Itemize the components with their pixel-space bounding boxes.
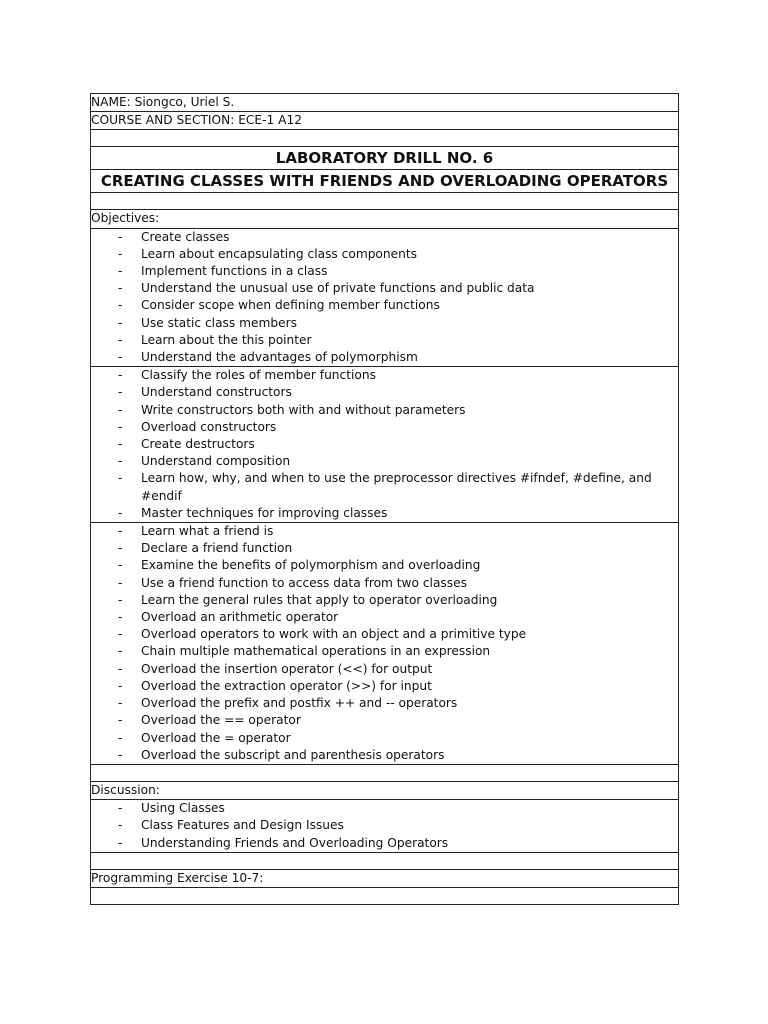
lab-drill-sheet xyxy=(90,93,679,905)
objectives-group-2 xyxy=(91,367,679,523)
objectives-list-2 xyxy=(91,367,678,522)
list-item: - Overload constructors xyxy=(91,419,654,436)
discussion-group xyxy=(91,800,679,853)
drill-number-title: LABORATORY DRILL NO. 6 xyxy=(91,147,679,170)
objectives-group-1 xyxy=(91,228,679,367)
list-item: - Create destructors xyxy=(91,436,654,453)
list-item: - Learn the general rules that apply to operator overloading xyxy=(91,592,654,609)
objectives-list-1 xyxy=(91,229,678,367)
discussion-label: Discussion: xyxy=(91,781,679,799)
list-item: - Understand composition xyxy=(91,453,654,470)
objectives-group-3 xyxy=(91,523,679,765)
blank-row xyxy=(91,764,679,781)
course-section-field: COURSE AND SECTION: ECE-1 A12 xyxy=(91,112,679,130)
list-item: - Overload the == operator xyxy=(91,712,654,729)
list-item: - Understanding Friends and Overloading Operators xyxy=(91,835,654,852)
discussion-list xyxy=(91,800,678,852)
drill-subject-title: CREATING CLASSES WITH FRIENDS AND OVERLOADING OPERATORS xyxy=(91,170,679,193)
list-item: - Class Features and Design Issues xyxy=(91,817,654,834)
list-item: - Create classes xyxy=(91,229,654,246)
list-item: - Understand the unusual use of private functions and public data xyxy=(91,280,654,297)
list-item: - Use static class members xyxy=(91,315,654,332)
list-item: - Understand constructors xyxy=(91,384,654,401)
list-item: - Chain multiple mathematical operations in an expression xyxy=(91,643,654,660)
name-field: NAME: Siongco, Uriel S. xyxy=(91,94,679,112)
blank-row xyxy=(91,193,679,210)
list-item: - Overload the insertion operator (<<) for output xyxy=(91,661,654,678)
list-item: - Learn how, why, and when to use the preprocessor directives #ifndef, #define, and #endif xyxy=(91,470,654,504)
list-item: - Use a friend function to access data from two classes xyxy=(91,575,654,592)
objectives-list-3 xyxy=(91,523,678,764)
list-item: - Examine the benefits of polymorphism and overloading xyxy=(91,557,654,574)
list-item: - Master techniques for improving classes xyxy=(91,505,654,522)
objectives-label: Objectives: xyxy=(91,210,679,228)
list-item: - Learn about encapsulating class components xyxy=(91,246,654,263)
list-item: - Understand the advantages of polymorphism xyxy=(91,349,654,366)
list-item: - Overload the extraction operator (>>) for input xyxy=(91,678,654,695)
list-item: - Implement functions in a class xyxy=(91,263,654,280)
list-item: - Overload operators to work with an object and a primitive type xyxy=(91,626,654,643)
list-item: - Write constructors both with and without parameters xyxy=(91,402,654,419)
list-item: - Overload the = operator xyxy=(91,730,654,747)
list-item: - Declare a friend function xyxy=(91,540,654,557)
blank-row xyxy=(91,852,679,869)
list-item: - Classify the roles of member functions xyxy=(91,367,654,384)
list-item: - Consider scope when defining member functions xyxy=(91,297,654,314)
blank-row xyxy=(91,887,679,904)
list-item: - Overload an arithmetic operator xyxy=(91,609,654,626)
list-item: - Overload the subscript and parenthesis operators xyxy=(91,747,654,764)
list-item: - Learn about the this pointer xyxy=(91,332,654,349)
list-item: - Learn what a friend is xyxy=(91,523,654,540)
list-item: - Overload the prefix and postfix ++ and -- operators xyxy=(91,695,654,712)
blank-row xyxy=(91,130,679,147)
list-item: - Using Classes xyxy=(91,800,654,817)
programming-exercise-label: Programming Exercise 10-7: xyxy=(91,869,679,887)
